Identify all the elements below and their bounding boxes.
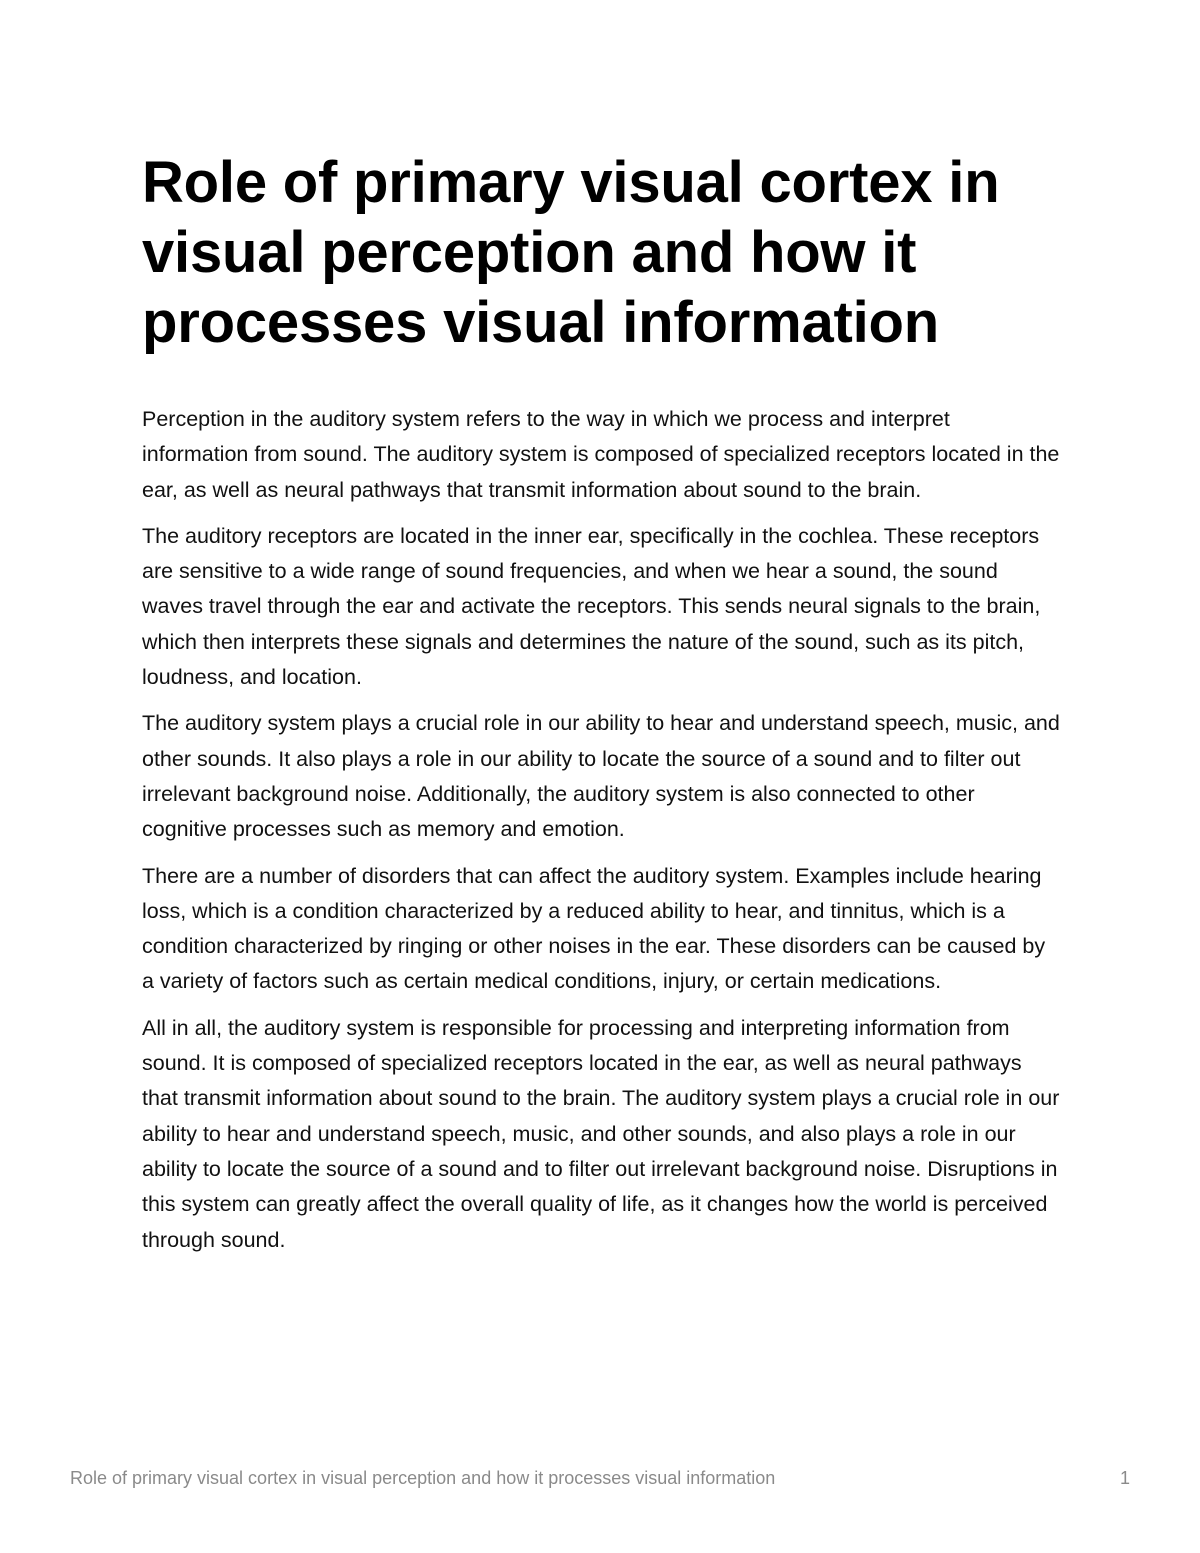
- paragraph-1: Perception in the auditory system refers to the way in which we process and interpret information from sound. The auditory system is composed of specialized receptors located in the ear, as well as neural pathways that transmit information about sound to the brain.: [142, 407, 1060, 502]
- paragraph-2: The auditory receptors are located in the inner ear, specifically in the cochlea. These receptors are sensitive to a wide range of sound frequencies, and when we hear a sound, the sound waves travel through the ear and activate the receptors. This sends neural signals to the brain, which then interprets these signals and determines the nature of the sound, such as its pitch, loudness, and location.: [142, 523, 1041, 690]
- page-content: [142, 148, 1062, 1269]
- page-number: 1: [1119, 1468, 1130, 1488]
- page-footer: [70, 1465, 1130, 1491]
- document-body: [142, 402, 1062, 1258]
- footer-title: Role of primary visual cortex in visual perception and how it processes visual information: [70, 1468, 776, 1488]
- paragraph-4: There are a number of disorders that can affect the auditory system. Examples include hearing loss, which is a condition characterized by a reduced ability to hear, and tinnitus, which is a condition characterized by ringing or other noises in the ear. These disorders can be caused by a variety of factors such as certain medical conditions, injury, or certain medications.: [142, 863, 1046, 994]
- document-title: Role of primary visual cortex in visual perception and how it processes visual information: [142, 150, 1000, 355]
- paragraph-3: The auditory system plays a crucial role in our ability to hear and understand speech, music, and other sounds. It also plays a role in our ability to locate the source of a sound and to filter out irrelevant background noise. Additionally, the auditory system is also connected to other cognitive processes such as memory and emotion.: [142, 711, 1060, 842]
- paragraph-5: All in all, the auditory system is responsible for processing and interpreting information from sound. It is composed of specialized receptors located in the ear, as well as neural pathways that transmit information about sound to the brain. The auditory system plays a crucial role in our ability to hear and understand speech, music, and other sounds, and also plays a role in our ability to locate the source of a sound and to filter out irrelevant background noise. Disruptions in this system can greatly affect the overall quality of life, as it changes how the world is perceived through sound.: [142, 1015, 1060, 1252]
